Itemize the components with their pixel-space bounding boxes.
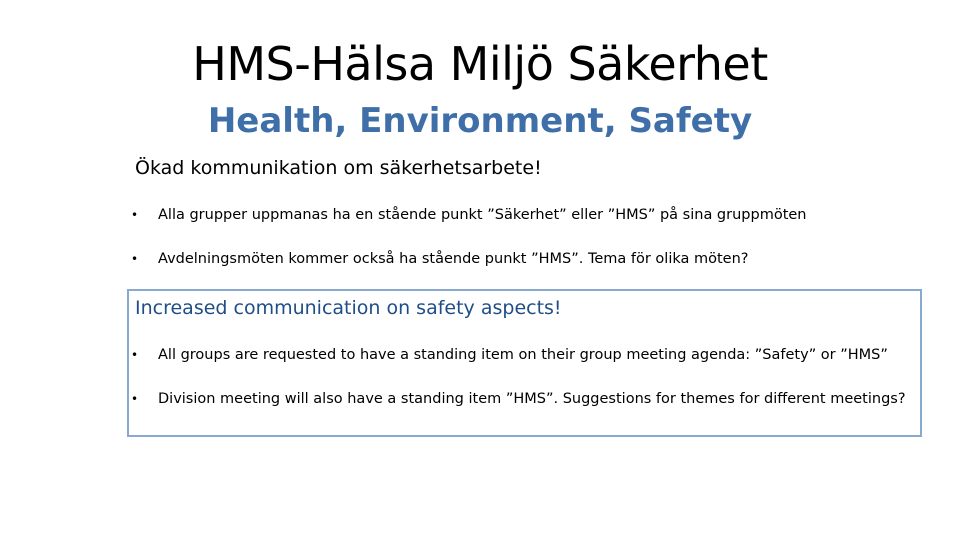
english-bullet-item: • All groups are requested to have a standing item on their group meeting agenda: ”Safety” or ”HMS”: [135, 345, 906, 365]
swedish-bullet-item: • Avdelningsmöten kommer också ha stående punkt ”HMS”. Tema för olika möten?: [135, 249, 807, 269]
english-bullet-list: [135, 345, 906, 409]
swedish-heading: Ökad kommunikation om säkerhetsarbete!: [135, 157, 542, 179]
swedish-bullet-item: • Alla grupper uppmanas ha en stående punkt ”Säkerhet” eller ”HMS” på sina gruppmöten: [135, 205, 807, 225]
swedish-bullet-list: [135, 205, 807, 269]
slide-title: HMS-Hälsa Miljö Säkerhet: [192, 37, 768, 91]
english-heading: Increased communication on safety aspects!: [135, 297, 562, 319]
slide-subtitle: Health, Environment, Safety: [207, 101, 753, 141]
english-bullet-item: • Division meeting will also have a standing item ”HMS”. Suggestions for themes for different meetings?: [135, 389, 906, 409]
